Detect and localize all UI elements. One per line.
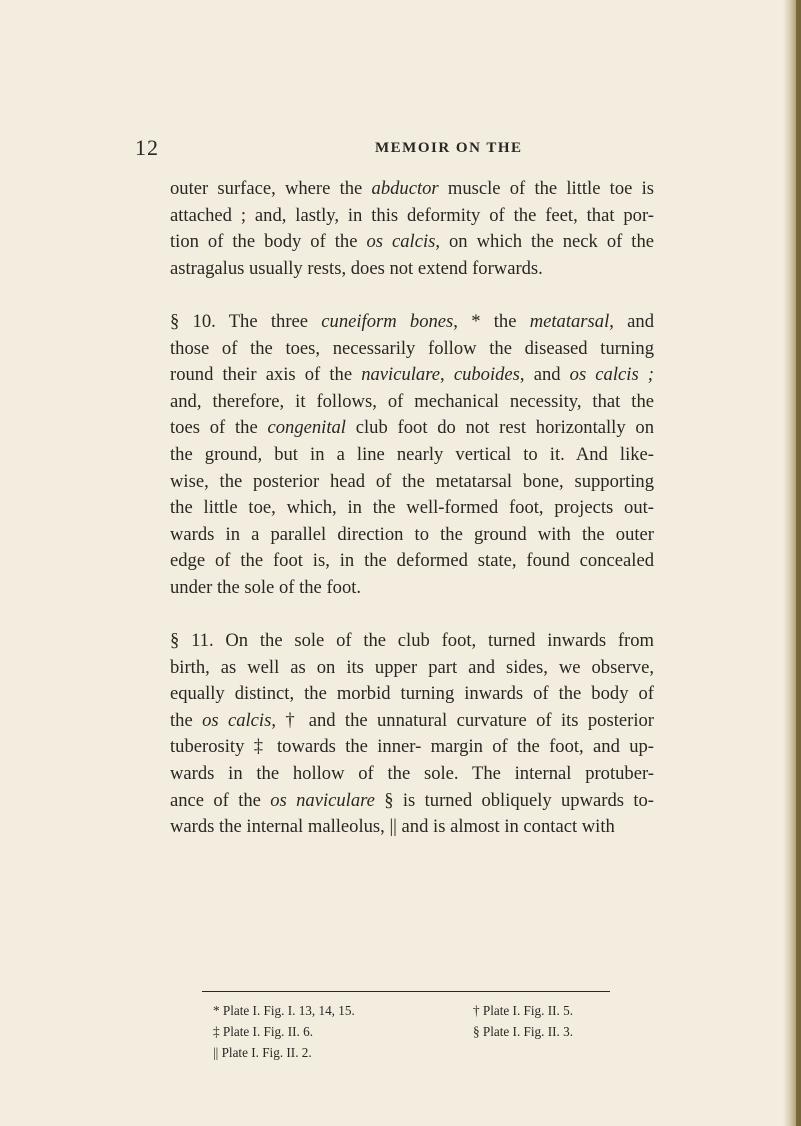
text-segment: wards in the hollow of the sole. The internal protuber- bbox=[170, 763, 654, 785]
italic-term: cuboides bbox=[453, 364, 520, 386]
running-head: MEMOIR ON THE bbox=[375, 140, 523, 156]
text-segment: , on which the neck of the bbox=[435, 231, 655, 253]
page-edge bbox=[796, 0, 801, 1126]
text-segment: § 10. The three bbox=[170, 310, 322, 332]
text-segment: , † and the unnatural curvature of its posterior bbox=[271, 709, 654, 731]
text-segment: wards in a parallel direction to the ground with the outer bbox=[170, 523, 654, 545]
text-segment: club foot do not rest horizontally on bbox=[345, 417, 654, 439]
text-segment: , and bbox=[519, 364, 570, 386]
text-segment: the ground, but in a line nearly vertical to it. And like- bbox=[170, 443, 654, 465]
text-segment: attached ; and, lastly, in this deformity of the feet, that por- bbox=[170, 204, 654, 226]
text-segment: those of the toes, necessarily follow the diseased turning bbox=[170, 337, 654, 359]
text-line bbox=[170, 362, 654, 389]
paragraph-gap bbox=[170, 602, 654, 629]
text-line bbox=[170, 203, 654, 230]
text-segment: toes of the bbox=[170, 417, 268, 439]
text-segment: , bbox=[440, 364, 454, 386]
text-line bbox=[170, 522, 654, 549]
paragraph-1 bbox=[170, 176, 654, 282]
paragraph-3 bbox=[170, 628, 654, 841]
text-segment: tion of the body of the bbox=[170, 231, 367, 253]
footnote-parallel: || Plate I. Fig. II. 2. bbox=[213, 1045, 312, 1060]
italic-term: congenital bbox=[267, 417, 346, 439]
text-line bbox=[170, 415, 654, 442]
text-segment: , and bbox=[609, 310, 654, 332]
text-line bbox=[170, 442, 654, 469]
text-line bbox=[170, 469, 654, 496]
text-segment: ance of the bbox=[170, 789, 271, 811]
text-line bbox=[170, 548, 654, 575]
text-line bbox=[170, 336, 654, 363]
footnote-rule bbox=[202, 991, 610, 992]
text-line bbox=[170, 389, 654, 416]
text-segment: , * the bbox=[453, 310, 530, 332]
text-segment: outer surface, where the bbox=[170, 178, 372, 199]
text-line bbox=[170, 761, 654, 788]
text-segment: the little toe, which, in the well-formed foot, projects out- bbox=[170, 497, 654, 519]
italic-term: cuneiform bones bbox=[321, 310, 454, 332]
italic-term: os calcis ; bbox=[569, 364, 654, 386]
text-segment: wards the internal malleolus, || and is almost in contact with bbox=[170, 816, 615, 838]
text-line bbox=[170, 655, 654, 682]
text-segment: wise, the posterior head of the metatarsal bone, supporting bbox=[170, 470, 654, 492]
italic-term: abductor bbox=[371, 178, 439, 199]
text-segment: § 11. On the sole of the club foot, turned inwards from bbox=[170, 630, 654, 652]
text-segment: astragalus usually rests, does not extend forwards. bbox=[170, 257, 543, 279]
text-segment: under the sole of the foot. bbox=[170, 576, 362, 598]
text-line bbox=[170, 788, 654, 815]
text-line bbox=[170, 176, 654, 203]
footnote-section: § Plate I. Fig. II. 3. bbox=[473, 1024, 573, 1039]
italic-term: os calcis bbox=[202, 709, 272, 731]
italic-term: metatarsal bbox=[529, 310, 610, 332]
text-line bbox=[170, 495, 654, 522]
footnote-double-dagger: ‡ Plate I. Fig. II. 6. bbox=[213, 1024, 313, 1039]
page-header bbox=[135, 135, 675, 165]
text-line bbox=[170, 708, 654, 735]
paragraph-gap bbox=[170, 282, 654, 309]
text-line bbox=[170, 229, 654, 256]
italic-term: naviculare bbox=[361, 364, 441, 386]
page-number: 12 bbox=[135, 135, 159, 160]
text-segment: the bbox=[170, 709, 203, 731]
italic-term: os naviculare bbox=[270, 789, 375, 811]
text-segment: and, therefore, it follows, of mechanical necessity, that the bbox=[170, 390, 654, 412]
text-segment: equally distinct, the morbid turning inwards of the body of bbox=[170, 683, 654, 705]
text-line bbox=[170, 628, 654, 655]
text-segment: round their axis of the bbox=[170, 364, 362, 386]
text-segment: § is turned obliquely upwards to- bbox=[374, 789, 654, 811]
text-line bbox=[170, 681, 654, 708]
text-line bbox=[170, 575, 654, 602]
text-segment: tuberosity ‡ towards the inner- margin of the foot, and up- bbox=[170, 736, 654, 758]
text-line bbox=[170, 309, 654, 336]
text-segment: edge of the foot is, in the deformed state, found concealed bbox=[170, 550, 654, 572]
text-line bbox=[170, 814, 654, 841]
text-segment: birth, as well as on its upper part and sides, we observe, bbox=[170, 656, 654, 678]
body-text bbox=[170, 176, 654, 841]
text-line bbox=[170, 256, 654, 283]
italic-term: os calcis bbox=[366, 231, 436, 253]
text-segment: muscle of the little toe is bbox=[438, 178, 654, 199]
footnote-dagger: † Plate I. Fig. II. 5. bbox=[473, 1003, 573, 1018]
footnote-star: * Plate I. Fig. I. 13, 14, 15. bbox=[213, 1003, 355, 1018]
text-line bbox=[170, 734, 654, 761]
paragraph-2 bbox=[170, 309, 654, 602]
